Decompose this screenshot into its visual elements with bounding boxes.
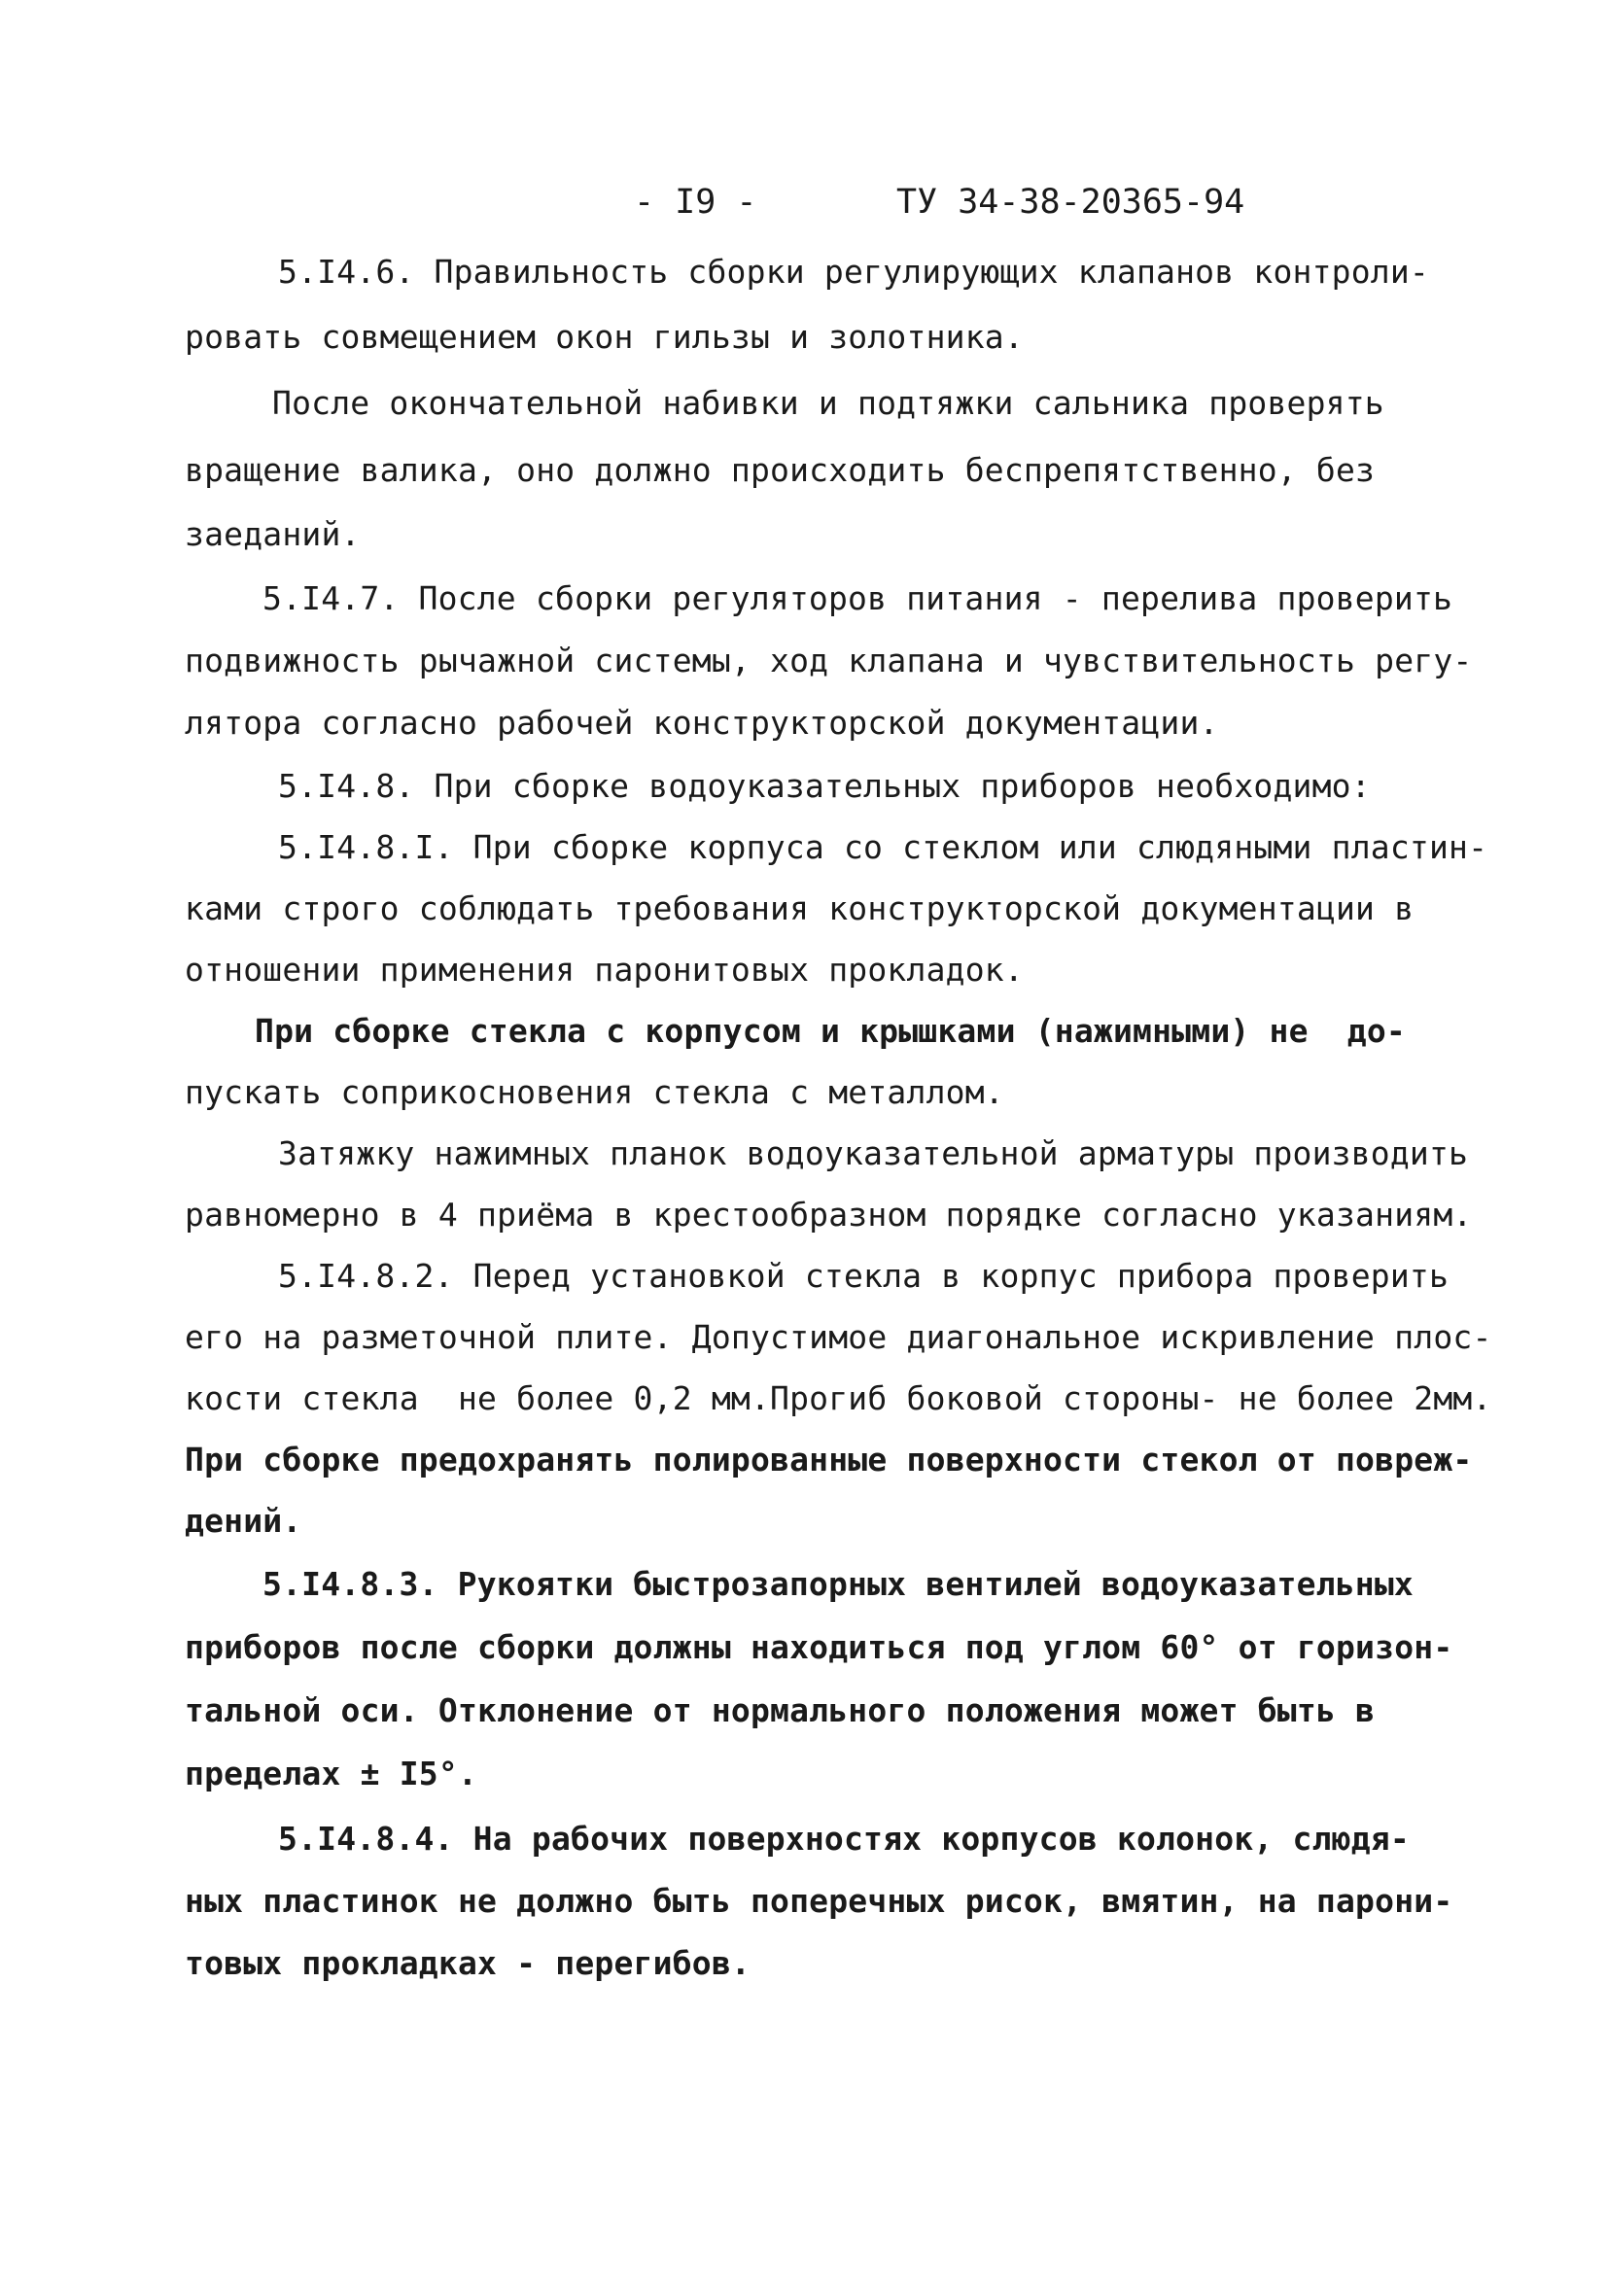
text-line: отношении применения паронитовых прокладок. xyxy=(185,951,1024,989)
text-line: ровать совмещением окон гильзы и золотника. xyxy=(185,318,1024,356)
text-line: лятора согласно рабочей конструкторской документации. xyxy=(185,704,1219,742)
text-line: заеданий. xyxy=(185,515,361,553)
text-line: 5.I4.8.I. При сборке корпуса со стеклом или слюдяными пластин- xyxy=(278,828,1488,866)
text-line: дений. xyxy=(185,1502,302,1540)
text-line: приборов после сборки должны находиться под углом 60° от горизон- xyxy=(185,1628,1453,1666)
text-line: подвижность рычажной системы, ход клапана и чувствительность регу- xyxy=(185,642,1473,679)
text-line: 5.I4.6. Правильность сборки регулирующих клапанов контроли- xyxy=(278,253,1429,291)
text-line: ками строго соблюдать требования конструкторской документации в xyxy=(185,889,1415,927)
text-line: пределах ± I5°. xyxy=(185,1755,478,1792)
page-number: - I9 - xyxy=(634,183,757,222)
text-line: кости стекла не более 0,2 мм.Прогиб боковой стороны- не более 2мм. xyxy=(185,1379,1492,1417)
text-line: его на разметочной плите. Допустимое диагональное искривление плос- xyxy=(185,1318,1492,1356)
text-line: тальной оси. Отклонение от нормального положения может быть в xyxy=(185,1691,1376,1729)
text-line: 5.I4.8.4. На рабочих поверхностях корпусов колонок, слюдя- xyxy=(278,1820,1410,1858)
text-line: ных пластинок не должно быть поперечных рисок, вмятин, на парони- xyxy=(185,1882,1453,1920)
text-line: равномерно в 4 приёма в крестообразном порядке согласно указаниям. xyxy=(185,1196,1473,1234)
text-line: 5.I4.8.2. Перед установкой стекла в корпус прибора проверить xyxy=(278,1257,1450,1295)
text-line: пускать соприкосновения стекла с металлом. xyxy=(185,1073,1004,1111)
text-line: При сборке стекла с корпусом и крышками (нажимными) не до- xyxy=(255,1012,1406,1050)
text-line: Затяжку нажимных планок водоуказательной арматуры производить xyxy=(278,1134,1469,1172)
text-line: товых прокладках - перегибов. xyxy=(185,1944,751,1982)
text-line: вращение валика, оно должно происходить беспрепятственно, без xyxy=(185,451,1376,489)
text-line: 5.I4.8. При сборке водоуказательных приборов необходимо: xyxy=(278,767,1371,805)
text-line: После окончательной набивки и подтяжки сальника проверять xyxy=(272,384,1384,422)
document-code: ТУ 34-38-20365-94 xyxy=(896,183,1245,222)
page-header xyxy=(0,183,1607,241)
text-line: При сборке предохранять полированные поверхности стекол от повреж- xyxy=(185,1441,1473,1478)
text-line: 5.I4.7. После сборки регуляторов питания - перелива проверить xyxy=(262,579,1453,617)
text-line: 5.I4.8.3. Рукоятки быстрозапорных вентилей водоуказательных xyxy=(262,1565,1414,1603)
